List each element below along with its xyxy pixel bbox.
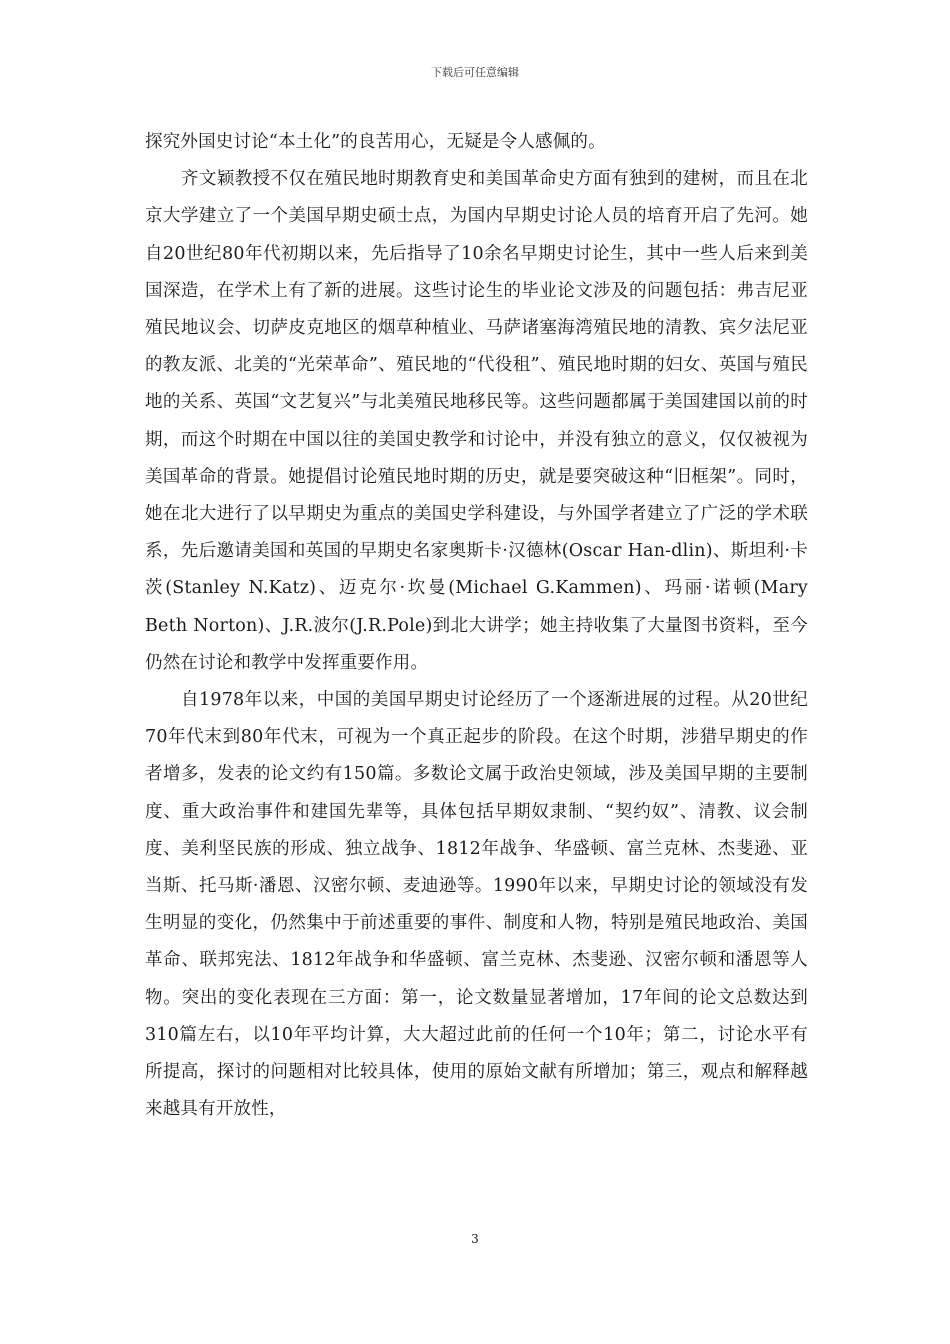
paragraph-continuation: 探究外国史讨论“本土化”的良苦用心，无疑是令人感佩的。 <box>145 132 606 152</box>
document-body <box>145 124 808 1128</box>
page-number: 3 <box>471 1232 479 1246</box>
page-header: 下载后可任意编辑 <box>431 66 519 79</box>
paragraph-since-1978: 自1978年以来，中国的美国早期史讨论经历了一个逐渐进展的过程。从20世纪70年代末到80年代末，可视为一个真正起步的阶段。在这个时期，涉猎早期史的作者增多，发表的论文约有150篇。多数论文属于政治史领域，涉及美国早期的主要制度、重大政治事件和建国先辈等，具体包括早期奴隶制、“契约奴”、清教、议会制度、美利坚民族的形成、独立战争、1812年战争、华盛顿、富兰克林、杰斐逊、亚当斯、托马斯·潘恩、汉密尔顿、麦迪逊等。1990年以来，早期史讨论的领域没有发生明显的变化，仍然集中于前述重要的事件、制度和人物，特别是殖民地政治、美国革命、联邦宪法、1812年战争和华盛顿、富兰克林、杰斐逊、汉密尔顿和潘恩等人物。突出的变化表现在三方面：第一，论文数量显著增加，17年间的论文总数达到310篇左右，以10年平均计算，大大超过此前的任何一个10年；第二，讨论水平有所提高，探讨的问题相对比较具体，使用的原始文献有所增加；第三，观点和解释越来越具有开放性， <box>145 690 808 1120</box>
paragraph-qi-wenying: 齐文颖教授不仅在殖民地时期教育史和美国革命史方面有独到的建树，而且在北京大学建立了一个美国早期史硕士点，为国内早期史讨论人员的培育开启了先河。她自20世纪80年代初期以来，先后指导了10余名早期史讨论生，其中一些人后来到美国深造，在学术上有了新的进展。这些讨论生的毕业论文涉及的问题包括：弗吉尼亚殖民地议会、切萨皮克地区的烟草种植业、马萨诸塞海湾殖民地的清教、宾夕法尼亚的教友派、北美的“光荣革命”、殖民地的“代役租”、殖民地时期的妇女、英国与殖民地的关系、英国“文艺复兴”与北美殖民地移民等。这些问题都属于美国建国以前的时期，而这个时期在中国以往的美国史教学和讨论中，并没有独立的意义，仅仅被视为美国革命的背景。她提倡讨论殖民地时期的历史，就是要突破这种“旧框架”。同时，她在北大进行了以早期史为重点的美国史学科建设，与外国学者建立了广泛的学术联系，先后邀请美国和英国的早期史名家奥斯卡·汉德林(Oscar Han-dlin)、斯坦利·卡茨(Stanley N.Katz)、迈克尔·坎曼(Michael G.Kammen)、玛丽·诺顿(Mary Beth Norton)、J.R.波尔(J.R.Pole)到北大讲学；她主持收集了大量图书资料，至今仍然在讨论和教学中发挥重要作用。 <box>145 169 808 673</box>
